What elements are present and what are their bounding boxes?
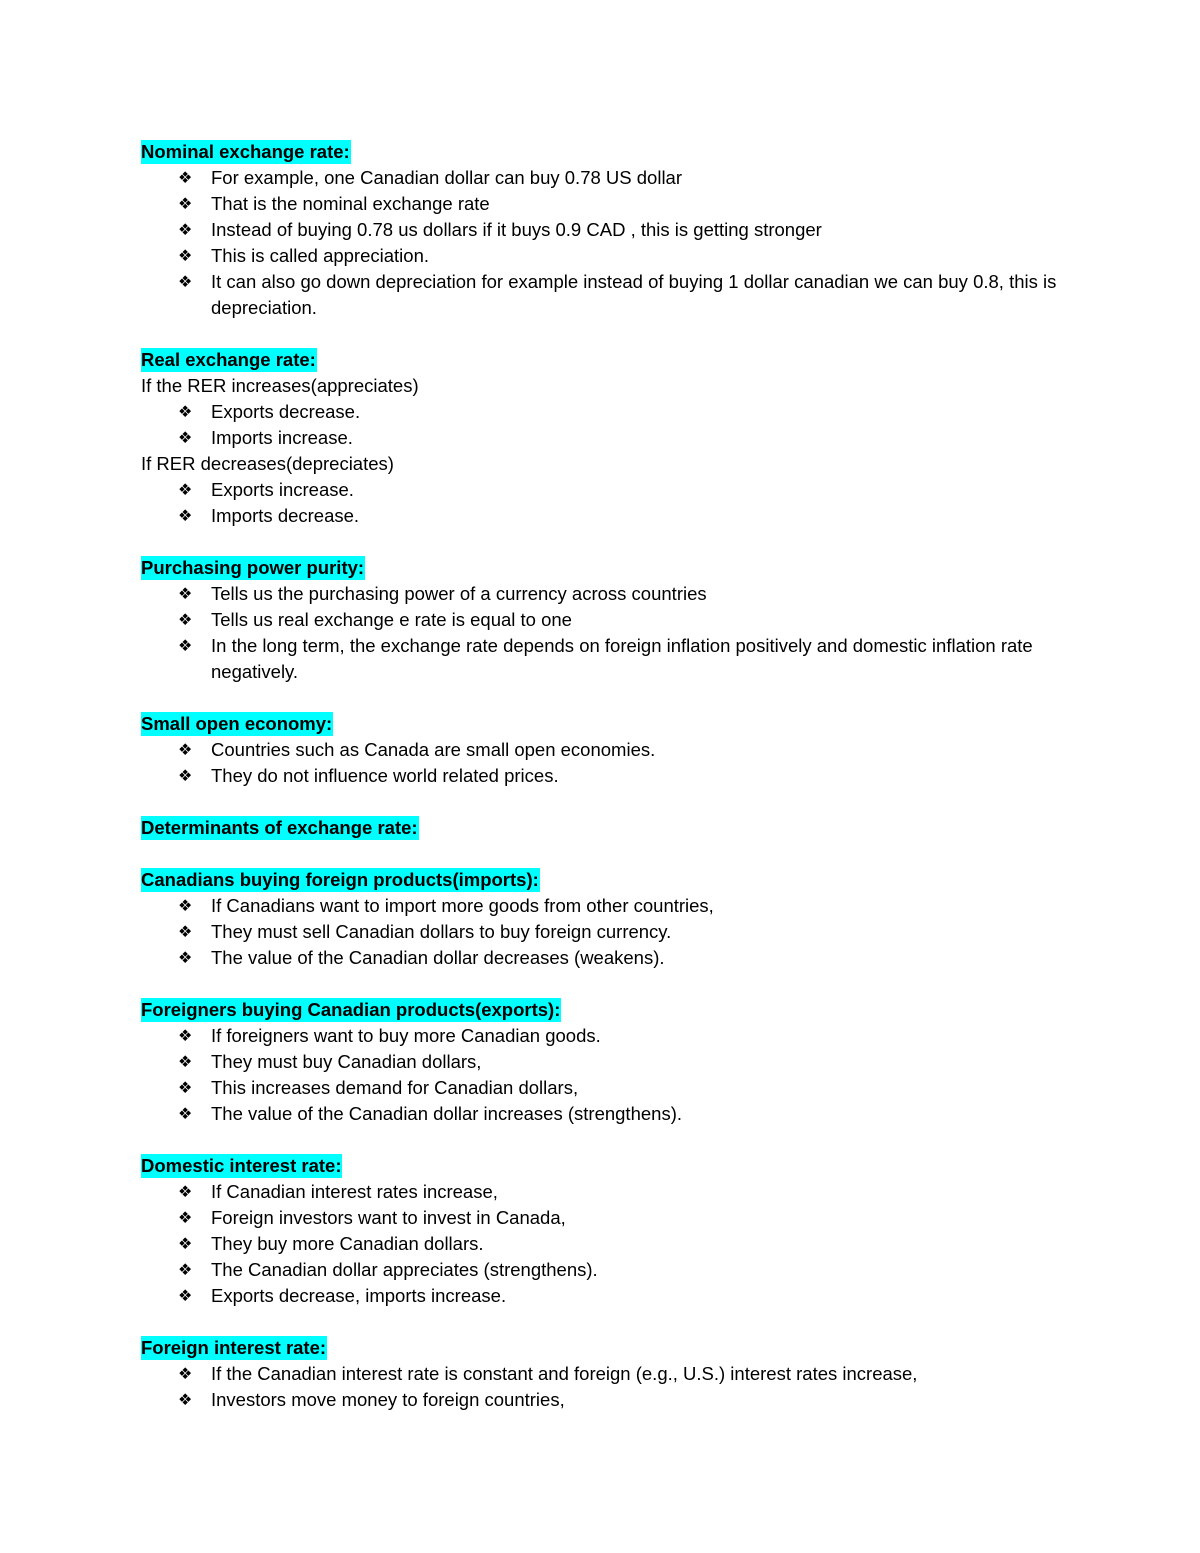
- list-item-text: It can also go down depreciation for example instead of buying 1 dollar canadian we can buy 0.8, this is depreciation.: [211, 271, 1057, 318]
- list-item-text: For example, one Canadian dollar can buy 0.78 US dollar: [211, 167, 683, 188]
- heading-foreigners-buying-canadian-products: Foreigners buying Canadian products(exports):: [141, 999, 561, 1020]
- section-foreign-interest-rate: [141, 1335, 1081, 1413]
- bullet-list: [141, 1023, 1081, 1127]
- diamond-bullet-icon: ❖: [178, 402, 193, 421]
- diamond-bullet-icon: ❖: [178, 1390, 193, 1409]
- list-item-text: They must sell Canadian dollars to buy foreign currency.: [211, 921, 672, 942]
- list-item-text: Exports increase.: [211, 479, 354, 500]
- diamond-bullet-icon: ❖: [178, 428, 193, 447]
- list-item-text: Imports increase.: [211, 427, 353, 448]
- bullet-list: [141, 165, 1081, 321]
- list-item: [141, 477, 1081, 503]
- list-item: [141, 1283, 1081, 1309]
- section-domestic-interest-rate: [141, 1153, 1081, 1309]
- bullet-list: [141, 581, 1081, 685]
- list-item: [141, 1101, 1081, 1127]
- diamond-bullet-icon: ❖: [178, 948, 193, 967]
- diamond-bullet-icon: ❖: [178, 1208, 193, 1227]
- diamond-bullet-icon: ❖: [178, 1078, 193, 1097]
- list-item-text: If Canadians want to import more goods from other countries,: [211, 895, 714, 916]
- list-item: [141, 1179, 1081, 1205]
- list-item: [141, 1205, 1081, 1231]
- diamond-bullet-icon: ❖: [178, 610, 193, 629]
- list-item: [141, 399, 1081, 425]
- list-item: [141, 1075, 1081, 1101]
- section-exports: [141, 997, 1081, 1127]
- list-item-text: Imports decrease.: [211, 505, 360, 526]
- diamond-bullet-icon: ❖: [178, 584, 193, 603]
- list-item-text: Foreign investors want to invest in Canada,: [211, 1207, 566, 1228]
- list-item: [141, 1387, 1081, 1413]
- list-item: [141, 165, 1081, 191]
- list-item-text: This increases demand for Canadian dollars,: [211, 1077, 579, 1098]
- list-item-text: Tells us real exchange e rate is equal to one: [211, 609, 572, 630]
- list-item: [141, 1361, 1081, 1387]
- list-item-text: If foreigners want to buy more Canadian goods.: [211, 1025, 601, 1046]
- diamond-bullet-icon: ❖: [178, 896, 193, 915]
- bullet-list: [141, 1361, 1081, 1413]
- section-determinants: [141, 815, 1081, 841]
- list-item-text: In the long term, the exchange rate depends on foreign inflation positively and domestic inflation rate negatively.: [211, 635, 1033, 682]
- heading-domestic-interest-rate: Domestic interest rate:: [141, 1155, 342, 1176]
- list-item: [141, 191, 1081, 217]
- heading-small-open-economy: Small open economy:: [141, 713, 333, 734]
- list-item: [141, 1257, 1081, 1283]
- list-item-text: Instead of buying 0.78 us dollars if it buys 0.9 CAD , this is getting stronger: [211, 219, 822, 240]
- diamond-bullet-icon: ❖: [178, 246, 193, 265]
- heading-canadians-buying-foreign-products: Canadians buying foreign products(imports):: [141, 869, 539, 890]
- list-item: [141, 1049, 1081, 1075]
- diamond-bullet-icon: ❖: [178, 1182, 193, 1201]
- paragraph-rer-decreases: If RER decreases(depreciates): [141, 453, 394, 474]
- list-item-text: Tells us the purchasing power of a currency across countries: [211, 583, 707, 604]
- diamond-bullet-icon: ❖: [178, 480, 193, 499]
- list-item: [141, 607, 1081, 633]
- list-item: [141, 737, 1081, 763]
- diamond-bullet-icon: ❖: [178, 1234, 193, 1253]
- list-item: [141, 633, 1081, 685]
- diamond-bullet-icon: ❖: [178, 1104, 193, 1123]
- list-item: [141, 1231, 1081, 1257]
- list-item: [141, 919, 1081, 945]
- section-imports: [141, 867, 1081, 971]
- list-item: [141, 503, 1081, 529]
- list-item-text: They do not influence world related prices.: [211, 765, 559, 786]
- list-item-text: This is called appreciation.: [211, 245, 429, 266]
- list-item: [141, 581, 1081, 607]
- diamond-bullet-icon: ❖: [178, 766, 193, 785]
- list-item: [141, 945, 1081, 971]
- list-item: [141, 763, 1081, 789]
- list-item-text: Exports decrease.: [211, 401, 361, 422]
- list-item-text: The value of the Canadian dollar increases (strengthens).: [211, 1103, 682, 1124]
- diamond-bullet-icon: ❖: [178, 1026, 193, 1045]
- list-item: [141, 217, 1081, 243]
- diamond-bullet-icon: ❖: [178, 636, 193, 655]
- bullet-list: [141, 477, 1081, 529]
- diamond-bullet-icon: ❖: [178, 220, 193, 239]
- list-item: [141, 425, 1081, 451]
- list-item-text: If Canadian interest rates increase,: [211, 1181, 498, 1202]
- diamond-bullet-icon: ❖: [178, 194, 193, 213]
- list-item: [141, 269, 1081, 321]
- diamond-bullet-icon: ❖: [178, 1364, 193, 1383]
- section-small-open-economy: [141, 711, 1081, 789]
- bullet-list: [141, 893, 1081, 971]
- diamond-bullet-icon: ❖: [178, 168, 193, 187]
- list-item-text: They must buy Canadian dollars,: [211, 1051, 482, 1072]
- heading-purchasing-power-purity: Purchasing power purity:: [141, 557, 365, 578]
- list-item-text: The value of the Canadian dollar decreases (weakens).: [211, 947, 665, 968]
- section-nominal-exchange-rate: [141, 139, 1081, 321]
- list-item-text: The Canadian dollar appreciates (strengthens).: [211, 1259, 598, 1280]
- heading-determinants-of-exchange-rate: Determinants of exchange rate:: [141, 817, 418, 838]
- diamond-bullet-icon: ❖: [178, 922, 193, 941]
- paragraph-rer-increases: If the RER increases(appreciates): [141, 375, 419, 396]
- heading-nominal-exchange-rate: Nominal exchange rate:: [141, 141, 350, 162]
- section-purchasing-power: [141, 555, 1081, 685]
- list-item-text: Exports decrease, imports increase.: [211, 1285, 507, 1306]
- list-item-text: Countries such as Canada are small open economies.: [211, 739, 656, 760]
- document-page: [141, 139, 1081, 1439]
- diamond-bullet-icon: ❖: [178, 506, 193, 525]
- bullet-list: [141, 399, 1081, 451]
- list-item-text: Investors move money to foreign countries,: [211, 1389, 565, 1410]
- diamond-bullet-icon: ❖: [178, 272, 193, 291]
- bullet-list: [141, 1179, 1081, 1309]
- diamond-bullet-icon: ❖: [178, 1286, 193, 1305]
- diamond-bullet-icon: ❖: [178, 740, 193, 759]
- list-item: [141, 243, 1081, 269]
- bullet-list: [141, 737, 1081, 789]
- list-item-text: They buy more Canadian dollars.: [211, 1233, 484, 1254]
- heading-real-exchange-rate: Real exchange rate:: [141, 349, 316, 370]
- section-real-exchange-rate: [141, 347, 1081, 529]
- list-item-text: That is the nominal exchange rate: [211, 193, 490, 214]
- heading-foreign-interest-rate: Foreign interest rate:: [141, 1337, 327, 1358]
- list-item-text: If the Canadian interest rate is constant and foreign (e.g., U.S.) interest rates increase,: [211, 1363, 918, 1384]
- list-item: [141, 1023, 1081, 1049]
- list-item: [141, 893, 1081, 919]
- diamond-bullet-icon: ❖: [178, 1052, 193, 1071]
- diamond-bullet-icon: ❖: [178, 1260, 193, 1279]
